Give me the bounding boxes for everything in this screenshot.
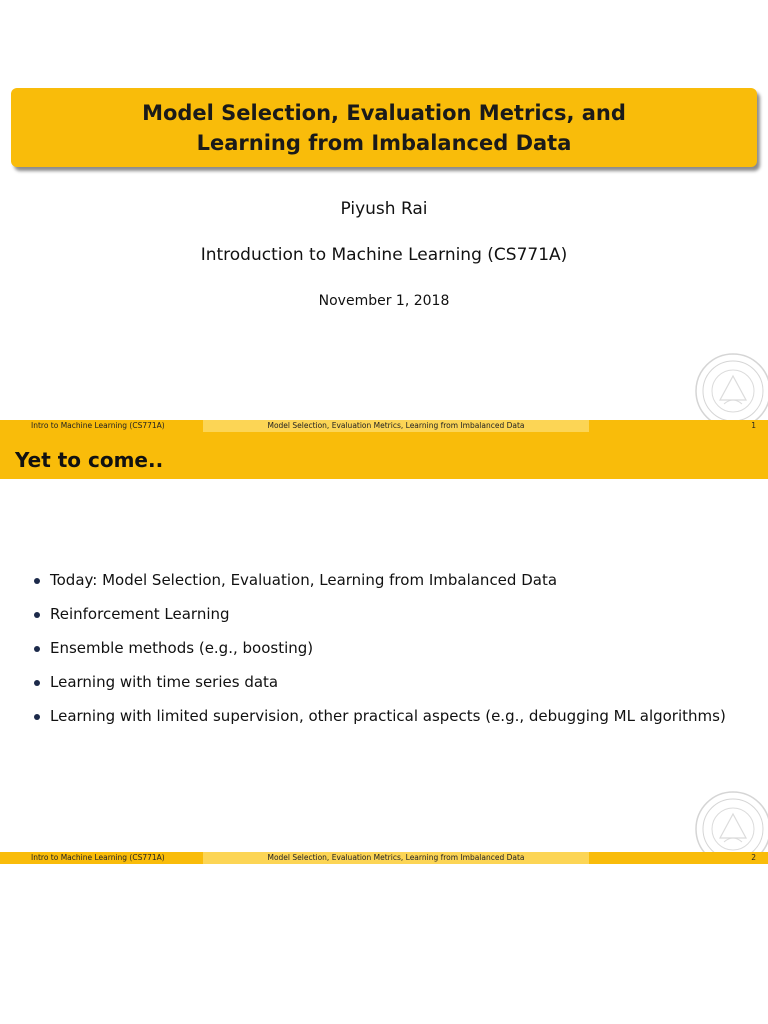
footer-title: Model Selection, Evaluation Metrics, Learning from Imbalanced Data xyxy=(203,420,589,432)
footer-title: Model Selection, Evaluation Metrics, Learning from Imbalanced Data xyxy=(203,852,589,864)
content-slide xyxy=(0,432,768,864)
slide-title-line-2: Learning from Imbalanced Data xyxy=(196,130,572,155)
footer xyxy=(0,420,768,432)
title-box xyxy=(11,88,757,167)
frame-title: Yet to come.. xyxy=(0,432,768,479)
footer-course: Intro to Machine Learning (CS771A) xyxy=(0,852,203,864)
footer-page-number: 2 xyxy=(589,852,768,864)
footer-page-number: 1 xyxy=(589,420,768,432)
bullet-item: Learning with time series data xyxy=(34,671,726,705)
bullet-item: Ensemble methods (e.g., boosting) xyxy=(34,637,726,671)
footer-course: Intro to Machine Learning (CS771A) xyxy=(0,420,203,432)
footer xyxy=(0,852,768,864)
date: November 1, 2018 xyxy=(318,293,450,309)
title-slide xyxy=(0,0,768,432)
slide-title-line-1: Model Selection, Evaluation Metrics, and xyxy=(142,100,626,125)
bullet-item: Today: Model Selection, Evaluation, Learning from Imbalanced Data xyxy=(34,569,726,603)
bullet-list xyxy=(34,569,726,739)
author: Piyush Rai xyxy=(340,199,428,219)
bullet-item: Reinforcement Learning xyxy=(34,603,726,637)
institute-seal-icon xyxy=(694,352,768,430)
course-name: Introduction to Machine Learning (CS771A) xyxy=(200,245,568,265)
bullet-item: Learning with limited supervision, other practical aspects (e.g., debugging ML algorithms) xyxy=(34,705,726,739)
